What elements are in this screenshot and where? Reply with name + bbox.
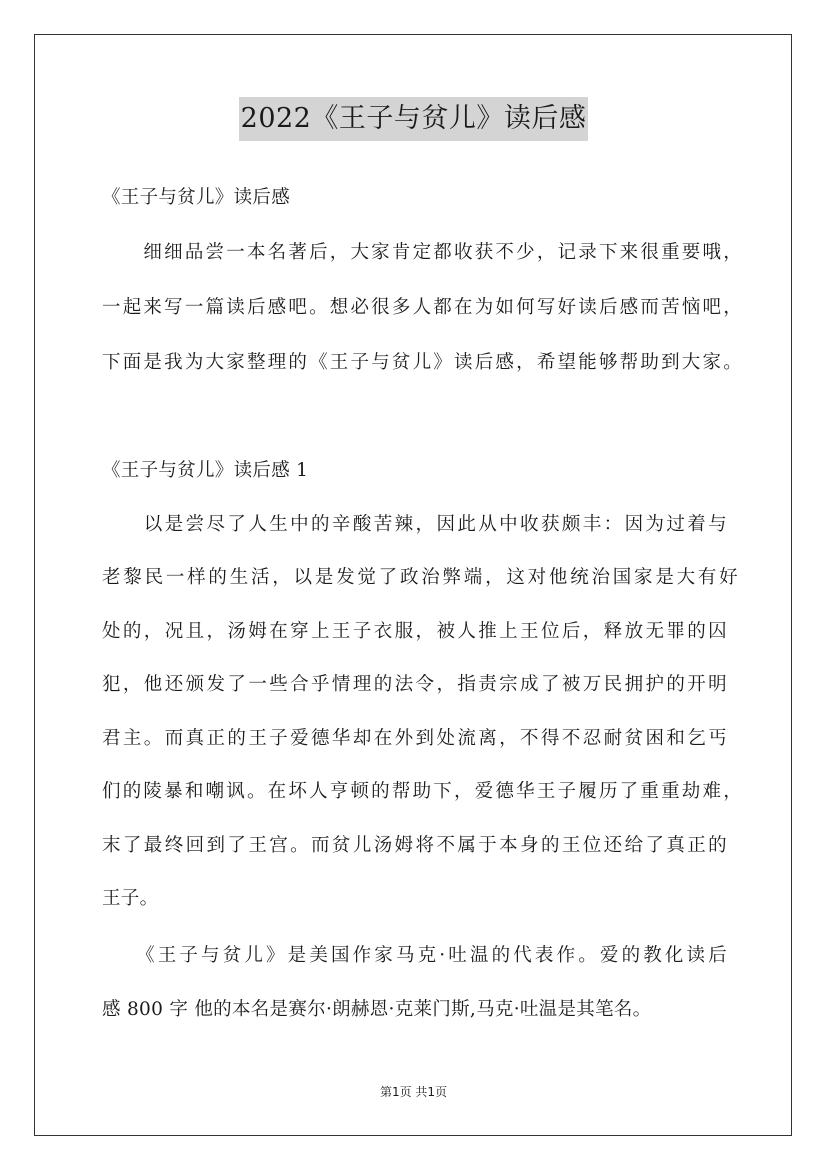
subtitle: 《王子与贫儿》读后感 xyxy=(102,187,291,208)
body-line: 处的，况且，汤姆在穿上王子衣服，被人推上王位后，释放无罪的囚 xyxy=(102,621,727,642)
body-line: 们的陵暴和嘲讽。在坏人亨顿的帮助下，爱德华王子履历了重重劫难， xyxy=(102,781,742,802)
body-line: 以是尝尽了人生中的辛酸苦辣，因此从中收获颇丰：因为过着与 xyxy=(102,514,727,535)
body-line: 王子。 xyxy=(102,888,159,909)
body-line: 末了最终回到了王宫。而贫儿汤姆将不属于本身的王位还给了真正的 xyxy=(102,835,727,856)
title-container xyxy=(0,97,827,141)
document-title: 2022《王子与贫儿》读后感 xyxy=(239,97,589,141)
page-footer: 第1页 共1页 xyxy=(379,1085,448,1099)
section-heading: 《王子与贫儿》读后感 1 xyxy=(102,460,309,481)
body-line: 《王子与贫儿》是美国作家马克·吐温的代表作。爱的教化读后 xyxy=(102,945,727,966)
intro-line: 细细品尝一本名著后，大家肯定都收获不少，记录下来很重要哦， xyxy=(102,242,742,263)
body-line: 君主。而真正的王子爱德华却在外到处流离，不得不忍耐贫困和乞丐 xyxy=(102,728,727,749)
intro-line: 下面是我为大家整理的《王子与贫儿》读后感，希望能够帮助到大家。 xyxy=(102,352,742,373)
body-line: 老黎民一样的生活，以是发觉了政治弊端，这对他统治国家是大有好 xyxy=(102,567,738,588)
intro-line: 一起来写一篇读后感吧。想必很多人都在为如何写好读后感而苦恼吧， xyxy=(102,297,742,318)
body-line: 犯，他还颁发了一些合乎情理的法令，指责宗成了被万民拥护的开明 xyxy=(102,674,727,695)
body-line: 感 800 字 他的本名是赛尔·朗赫恩·克莱门斯,马克·吐温是其笔名。 xyxy=(102,999,652,1020)
